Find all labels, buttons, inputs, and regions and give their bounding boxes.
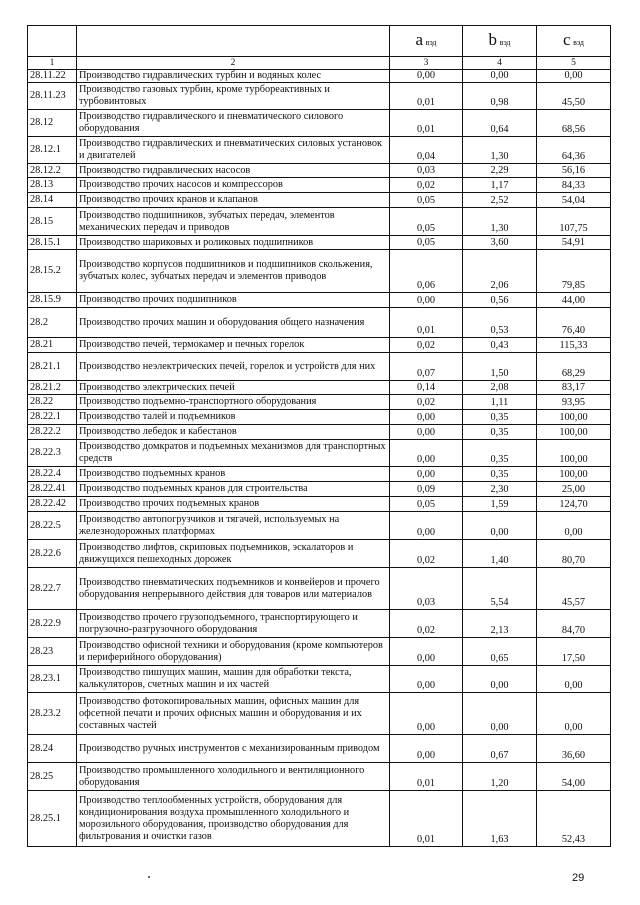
header-cell-b: b вэд [463,26,537,57]
table-row [28,193,611,208]
table-row [28,440,611,467]
a-value-cell: 0,07 [390,353,463,381]
name-cell: Производство прочих кранов и клапанов [77,193,390,208]
b-value-cell: 0,64 [463,110,537,137]
table-row [28,735,611,763]
c-value-cell: 0,00 [537,512,611,540]
a-value-cell: 0,03 [390,568,463,610]
name-cell: Производство подъемно-транспортного оборудования [77,395,390,410]
c-value-cell: 36,60 [537,735,611,763]
name-cell: Производство фотокопировальных машин, офисных машин для офсетной печати и прочих офисных машин и оборудования и их составных частей [77,693,390,735]
header-cell-code [28,26,77,57]
c-value-cell: 79,85 [537,250,611,293]
table-row [28,208,611,236]
c-value-cell: 83,17 [537,381,611,395]
header-cell-a: a вэд [390,26,463,57]
table-row [28,425,611,440]
code-cell: 28.21.2 [28,381,77,395]
code-cell: 28.22.42 [28,497,77,512]
b-value-cell: 1,17 [463,178,537,193]
header-cell-c: c вэд [537,26,611,57]
code-cell: 28.15 [28,208,77,236]
b-value-cell: 2,52 [463,193,537,208]
b-value-cell: 0,56 [463,293,537,308]
code-cell: 28.12.2 [28,164,77,178]
code-cell: 28.25.1 [28,791,77,847]
scan-speck [148,876,150,878]
a-value-cell: 0,02 [390,338,463,353]
a-value-cell: 0,00 [390,440,463,467]
a-value-cell: 0,00 [390,70,463,83]
name-cell: Производство домкратов и подъемных механизмов для транспортных средств [77,440,390,467]
a-value-cell: 0,00 [390,666,463,693]
table-row [28,638,611,666]
column-index: 2 [77,57,390,70]
code-cell: 28.22.2 [28,425,77,440]
table-row [28,666,611,693]
table-row [28,338,611,353]
name-cell: Производство талей и подъемников [77,410,390,425]
a-value-cell: 0,00 [390,693,463,735]
c-value-cell: 93,95 [537,395,611,410]
b-value-cell: 0,53 [463,308,537,338]
b-value-cell: 0,35 [463,467,537,482]
column-index: 3 [390,57,463,70]
a-value-cell: 0,00 [390,638,463,666]
c-value-cell: 56,16 [537,164,611,178]
a-value-cell: 0,05 [390,193,463,208]
b-value-cell: 0,98 [463,83,537,110]
c-value-cell: 0,00 [537,666,611,693]
b-value-cell: 0,00 [463,512,537,540]
code-cell: 28.22.9 [28,610,77,638]
table-row [28,482,611,497]
code-cell: 28.22.41 [28,482,77,497]
code-cell: 28.25 [28,763,77,791]
name-cell: Производство подшипников, зубчатых передач, элементов механических передач и приводов [77,208,390,236]
c-value-cell: 124,70 [537,497,611,512]
code-cell: 28.22.4 [28,467,77,482]
table-row [28,137,611,164]
a-value-cell: 0,01 [390,308,463,338]
c-value-cell: 44,00 [537,293,611,308]
b-value-cell: 2,06 [463,250,537,293]
b-value-cell: 1,20 [463,763,537,791]
b-value-cell: 1,40 [463,540,537,568]
b-value-cell: 0,00 [463,70,537,83]
a-value-cell: 0,00 [390,425,463,440]
c-value-cell: 68,29 [537,353,611,381]
c-value-cell: 100,00 [537,425,611,440]
b-value-cell: 3,60 [463,236,537,250]
a-value-cell: 0,14 [390,381,463,395]
name-cell: Производство корпусов подшипников и подшипников скольжения, зубчатых колес, зубчатых передач и элементов приводов [77,250,390,293]
table-row [28,512,611,540]
column-index-row [28,57,611,70]
c-value-cell: 54,04 [537,193,611,208]
c-value-cell: 54,91 [537,236,611,250]
a-value-cell: 0,03 [390,164,463,178]
table-row [28,497,611,512]
code-cell: 28.23.2 [28,693,77,735]
name-cell: Производство шариковых и роликовых подшипников [77,236,390,250]
a-value-cell: 0,02 [390,540,463,568]
page-number: 29 [572,872,585,884]
b-value-cell: 0,35 [463,425,537,440]
c-value-cell: 64,36 [537,137,611,164]
table-row [28,610,611,638]
code-cell: 28.15.2 [28,250,77,293]
a-value-cell: 0,09 [390,482,463,497]
code-cell: 28.12.1 [28,137,77,164]
name-cell: Производство пишущих машин, машин для обработки текста, калькуляторов, счетных машин и их частей [77,666,390,693]
c-value-cell: 17,50 [537,638,611,666]
b-value-cell: 1,63 [463,791,537,847]
table-row [28,410,611,425]
c-value-cell: 84,70 [537,610,611,638]
code-cell: 28.22 [28,395,77,410]
a-value-cell: 0,01 [390,763,463,791]
name-cell: Производство офисной техники и оборудования (кроме компьютеров и периферийного оборудования) [77,638,390,666]
table-row [28,467,611,482]
table-row [28,791,611,847]
name-cell: Производство теплообменных устройств, оборудования для кондиционирования воздуха промышленного холодильного и морозильного оборудования, производство оборудования для фильтрования и очистки газов [77,791,390,847]
coefficients-table [27,25,611,847]
table-row [28,353,611,381]
column-index: 4 [463,57,537,70]
code-cell: 28.12 [28,110,77,137]
c-value-cell: 80,70 [537,540,611,568]
a-value-cell: 0,05 [390,497,463,512]
c-value-cell: 115,33 [537,338,611,353]
a-value-cell: 0,01 [390,83,463,110]
code-cell: 28.21 [28,338,77,353]
table-row [28,568,611,610]
table-row [28,308,611,338]
code-cell: 28.23.1 [28,666,77,693]
code-cell: 28.22.6 [28,540,77,568]
code-cell: 28.2 [28,308,77,338]
c-value-cell: 54,00 [537,763,611,791]
column-index: 1 [28,57,77,70]
b-value-cell: 2,30 [463,482,537,497]
name-cell: Производство лифтов, скриповых подъемников, эскалаторов и движущихся пешеходных дорожек [77,540,390,568]
a-value-cell: 0,00 [390,735,463,763]
table-row [28,381,611,395]
b-value-cell: 1,11 [463,395,537,410]
b-value-cell: 0,35 [463,440,537,467]
c-value-cell: 45,50 [537,83,611,110]
header-row [28,26,611,57]
code-cell: 28.22.3 [28,440,77,467]
c-value-cell: 25,00 [537,482,611,497]
a-value-cell: 0,01 [390,110,463,137]
name-cell: Производство гидравлических турбин и водяных колес [77,70,390,83]
c-value-cell: 76,40 [537,308,611,338]
c-value-cell: 100,00 [537,440,611,467]
a-value-cell: 0,01 [390,791,463,847]
name-cell: Производство печей, термокамер и печных горелок [77,338,390,353]
table-row [28,236,611,250]
name-cell: Производство электрических печей [77,381,390,395]
c-value-cell: 100,00 [537,467,611,482]
c-value-cell: 52,43 [537,791,611,847]
b-value-cell: 1,50 [463,353,537,381]
header-cell-name [77,26,390,57]
a-value-cell: 0,04 [390,137,463,164]
table-row [28,178,611,193]
table-row [28,395,611,410]
a-value-cell: 0,00 [390,293,463,308]
a-value-cell: 0,00 [390,410,463,425]
code-cell: 28.11.23 [28,83,77,110]
code-cell: 28.22.7 [28,568,77,610]
name-cell: Производство промышленного холодильного и вентиляционного оборудования [77,763,390,791]
b-value-cell: 0,65 [463,638,537,666]
table-row [28,250,611,293]
table-row [28,693,611,735]
a-value-cell: 0,06 [390,250,463,293]
code-cell: 28.14 [28,193,77,208]
name-cell: Производство прочего грузоподъемного, транспортирующего и погрузочно-разгрузочного оборудования [77,610,390,638]
name-cell: Производство прочих подшипников [77,293,390,308]
b-value-cell: 1,30 [463,137,537,164]
table-row [28,83,611,110]
b-value-cell: 2,08 [463,381,537,395]
table-row [28,293,611,308]
b-value-cell: 2,13 [463,610,537,638]
a-value-cell: 0,00 [390,512,463,540]
a-value-cell: 0,05 [390,236,463,250]
code-cell: 28.21.1 [28,353,77,381]
a-value-cell: 0,05 [390,208,463,236]
code-cell: 28.22.1 [28,410,77,425]
name-cell: Производство лебедок и кабестанов [77,425,390,440]
code-cell: 28.15.1 [28,236,77,250]
name-cell: Производство прочих машин и оборудования общего назначения [77,308,390,338]
b-value-cell: 1,30 [463,208,537,236]
code-cell: 28.24 [28,735,77,763]
c-value-cell: 100,00 [537,410,611,425]
c-value-cell: 84,33 [537,178,611,193]
b-value-cell: 0,35 [463,410,537,425]
code-cell: 28.13 [28,178,77,193]
name-cell: Производство ручных инструментов с механизированным приводом [77,735,390,763]
a-value-cell: 0,02 [390,610,463,638]
a-value-cell: 0,00 [390,467,463,482]
c-value-cell: 0,00 [537,693,611,735]
table-row [28,763,611,791]
c-value-cell: 68,56 [537,110,611,137]
name-cell: Производство прочих подъемных кранов [77,497,390,512]
a-value-cell: 0,02 [390,395,463,410]
b-value-cell: 2,29 [463,164,537,178]
column-index: 5 [537,57,611,70]
code-cell: 28.23 [28,638,77,666]
table-row [28,540,611,568]
b-value-cell: 1,59 [463,497,537,512]
b-value-cell: 0,43 [463,338,537,353]
c-value-cell: 107,75 [537,208,611,236]
code-cell: 28.15.9 [28,293,77,308]
name-cell: Производство подъемных кранов для строительства [77,482,390,497]
name-cell: Производство неэлектрических печей, горелок и устройств для них [77,353,390,381]
name-cell: Производство газовых турбин, кроме турбореактивных и турбовинтовых [77,83,390,110]
name-cell: Производство прочих насосов и компрессоров [77,178,390,193]
table-row [28,164,611,178]
c-value-cell: 0,00 [537,70,611,83]
b-value-cell: 0,67 [463,735,537,763]
name-cell: Производство автопогрузчиков и тягачей, используемых на железнодорожных платформах [77,512,390,540]
code-cell: 28.11.22 [28,70,77,83]
name-cell: Производство гидравлического и пневматического силового оборудования [77,110,390,137]
b-value-cell: 0,00 [463,693,537,735]
table-row [28,110,611,137]
name-cell: Производство гидравлических и пневматических силовых установок и двигателей [77,137,390,164]
table-row [28,70,611,83]
name-cell: Производство гидравлических насосов [77,164,390,178]
a-value-cell: 0,02 [390,178,463,193]
b-value-cell: 5,54 [463,568,537,610]
c-value-cell: 45,57 [537,568,611,610]
name-cell: Производство пневматических подъемников и конвейеров и прочего оборудования непрерывного действия для товаров или материалов [77,568,390,610]
name-cell: Производство подъемных кранов [77,467,390,482]
code-cell: 28.22.5 [28,512,77,540]
b-value-cell: 0,00 [463,666,537,693]
